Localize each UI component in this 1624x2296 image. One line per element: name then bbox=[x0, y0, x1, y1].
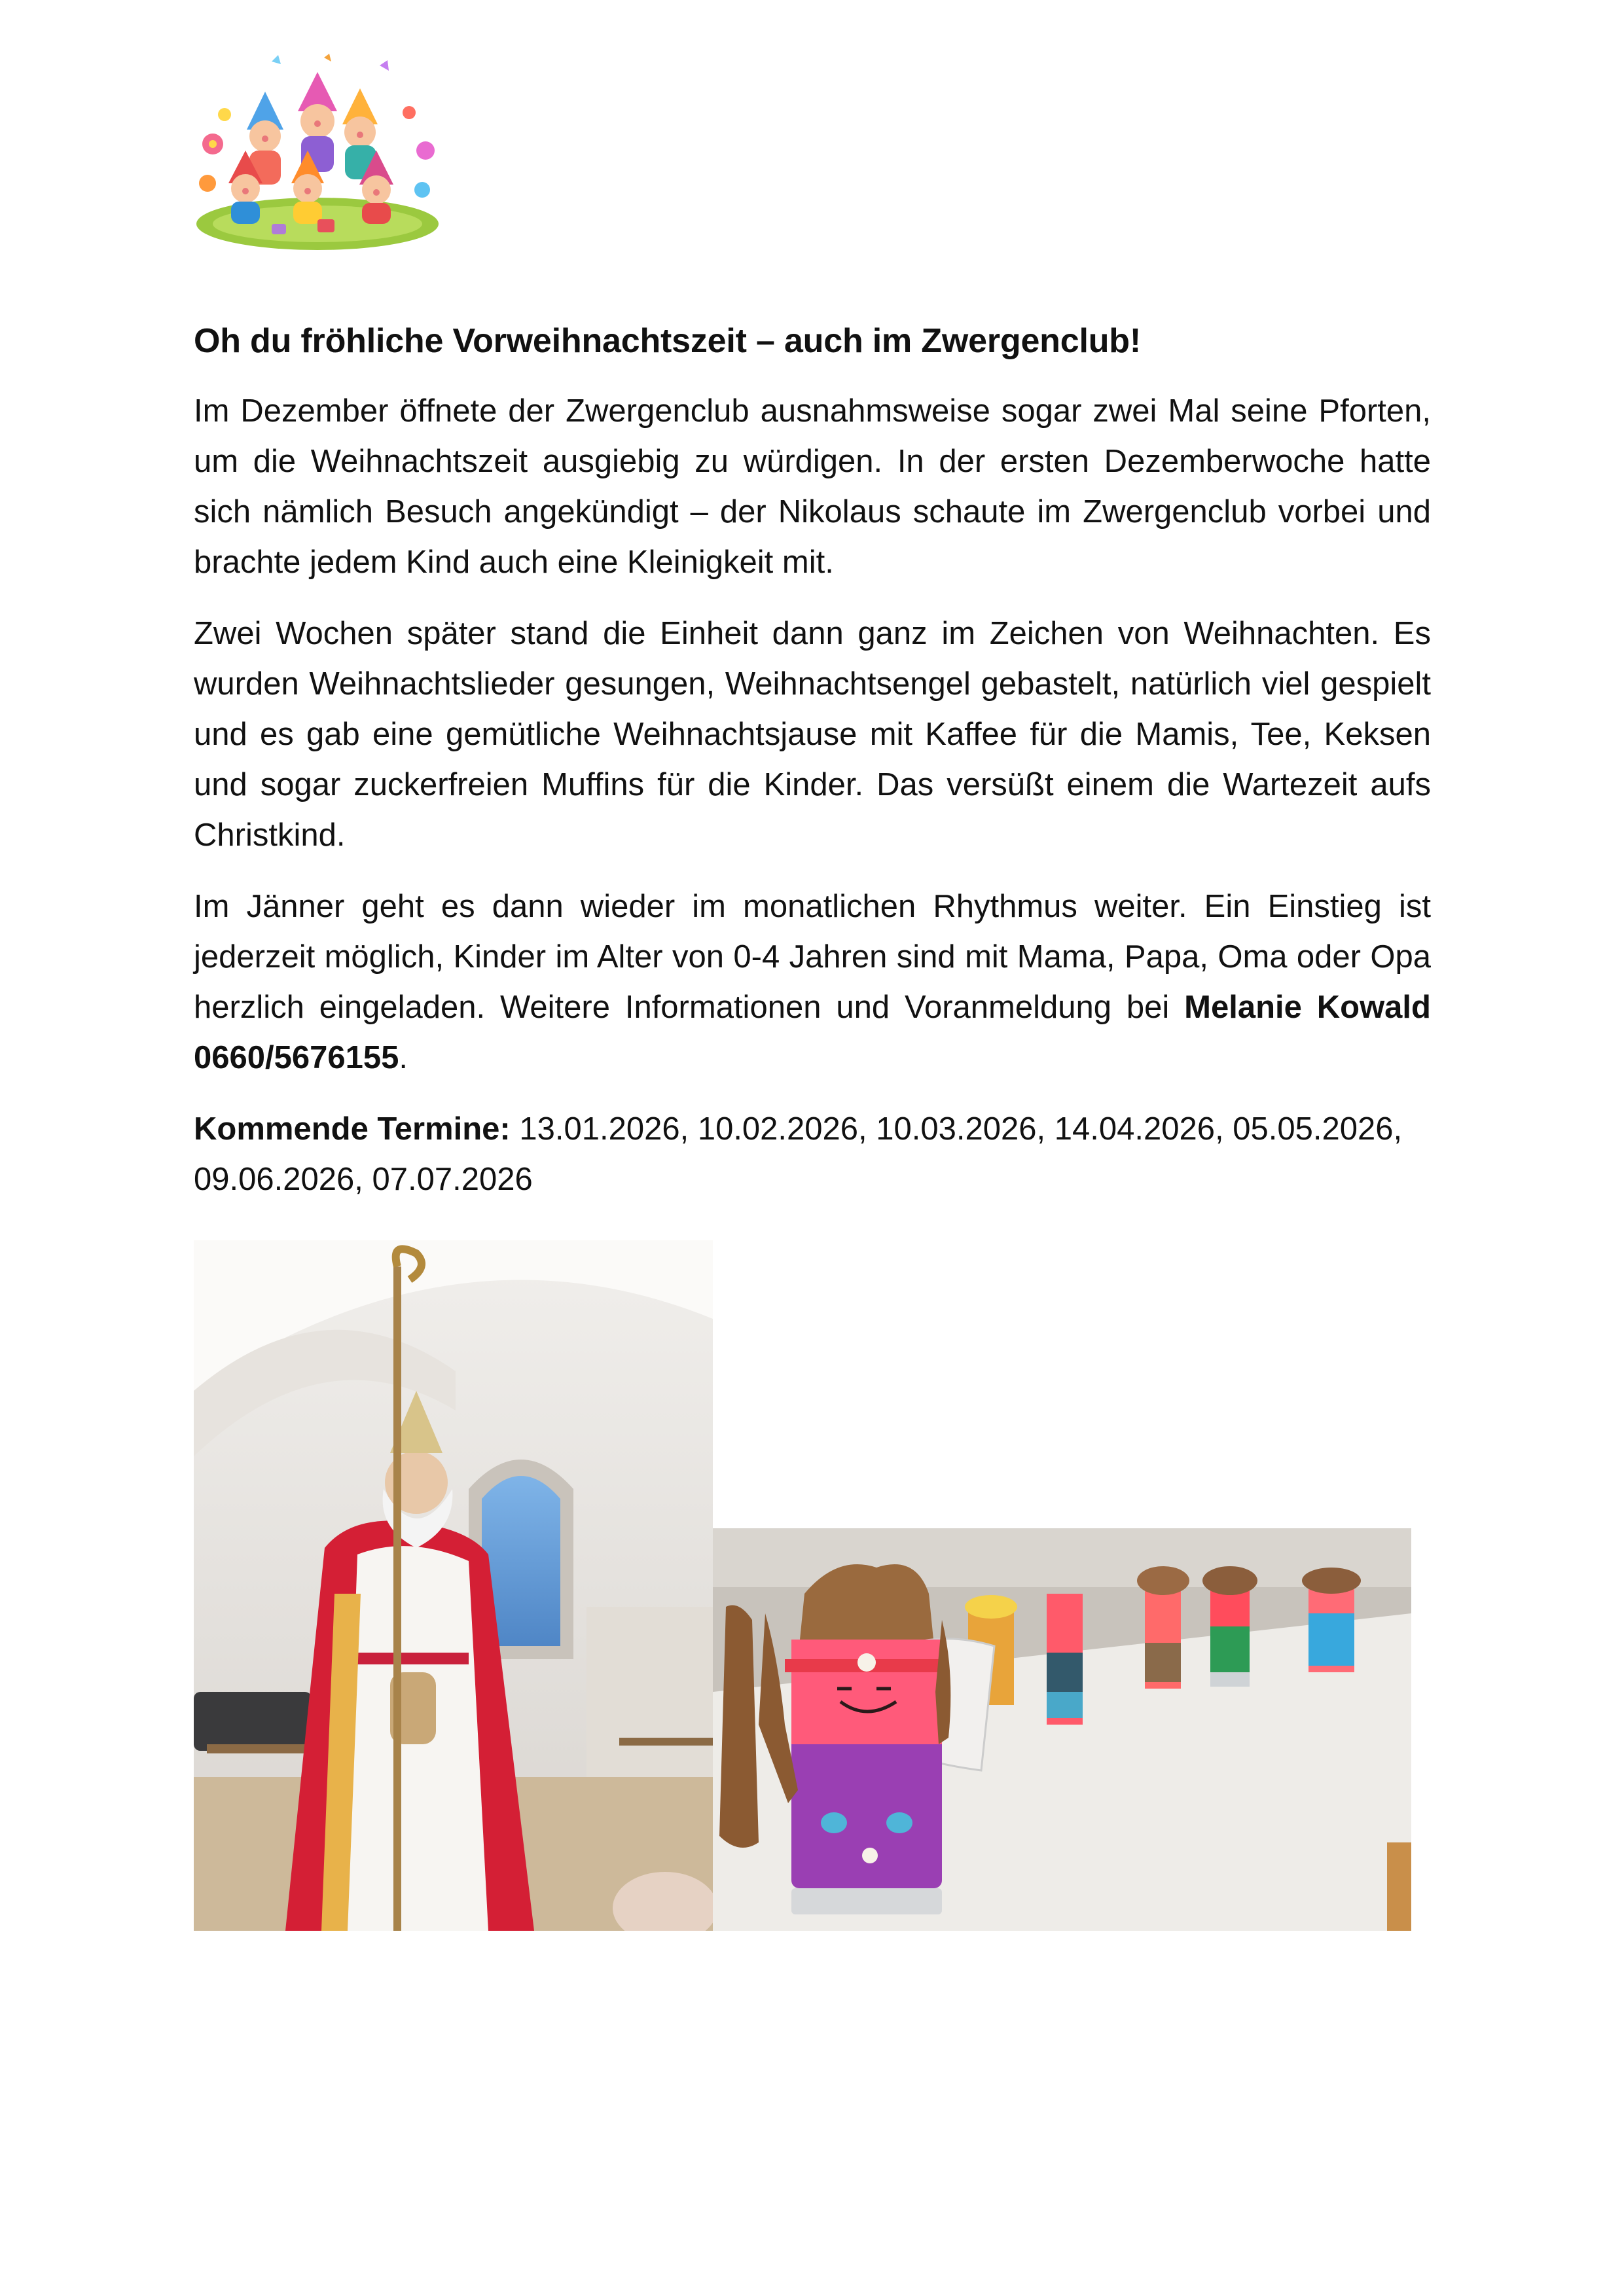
article-title: Oh du fröhliche Vorweihnachtszeit – auch im Zwergenclub! bbox=[194, 322, 1141, 360]
upcoming-dates bbox=[194, 1104, 1431, 1205]
photo-collage bbox=[194, 1240, 1411, 1931]
nikolaus-photo bbox=[194, 1240, 713, 1931]
article bbox=[194, 319, 1431, 1226]
angel-crafts-photo bbox=[713, 1528, 1411, 1931]
paragraph-nikolaus: Im Dezember öffnete der Zwergenclub ausnahmsweise sogar zwei Mal seine Pforten, um die Weihnachtszeit ausgiebig zu würdigen. In der ersten Dezemberwoche hatte sich nämlich Besuch angekündigt – der Nikolaus schaute im Zwergenclub vorbei und brachte jedem Kind auch eine Kleinigkeit mit. bbox=[194, 393, 1431, 580]
zwergenclub-logo bbox=[193, 52, 442, 252]
info-text: Im Jänner geht es dann wieder im monatlichen Rhythmus weiter. Ein Einstieg ist jederzeit möglich, Kinder im Alter von 0-4 Jahren sind mit Mama, Papa, Oma oder Opa herzlich eingeladen. Weitere Informationen und Voranmeldung bei bbox=[194, 888, 1431, 1025]
dates-list: 13.01.2026, 10.02.2026, 10.03.2026, 14.04.2026, 05.05.2026, 09.06.2026, 07.07.2026 bbox=[194, 1111, 1403, 1197]
info-text-end: . bbox=[399, 1039, 408, 1075]
dates-label: Kommende Termine: bbox=[194, 1111, 511, 1147]
paragraph-christmas-event: Zwei Wochen später stand die Einheit dann ganz im Zeichen von Weihnachten. Es wurden Weihnachtslieder gesungen, Weihnachtsengel gebastelt, natürlich viel gespielt und es gab eine gemütliche Weihnachtsjause mit Kaffee für die Mamis, Tee, Keksen und sogar zuckerfreien Muffins für die Kinder. Das versüßt einem die Wartezeit aufs Christkind. bbox=[194, 615, 1431, 853]
contact-name-phone: Melanie Kowald 0660/5676155 bbox=[194, 989, 1431, 1075]
paragraph-january-info bbox=[194, 882, 1431, 1083]
